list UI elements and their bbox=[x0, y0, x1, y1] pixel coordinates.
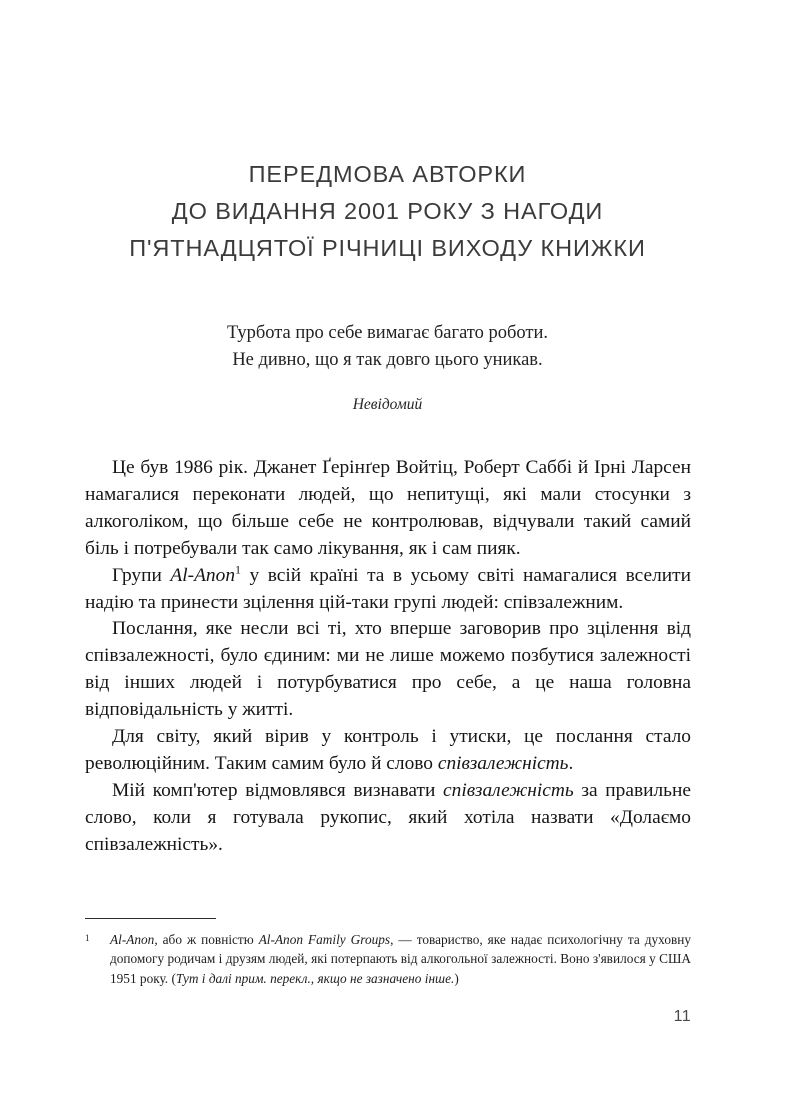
chapter-title bbox=[85, 156, 690, 267]
footnote bbox=[85, 930, 691, 988]
epigraph-line-2: Не дивно, що я так довго цього уникав. bbox=[232, 350, 543, 370]
footnote-marker: 1 bbox=[85, 933, 90, 943]
footnote-separator-rule bbox=[85, 918, 216, 919]
chapter-title-line-2: ДО ВИДАННЯ 2001 РОКУ З НАГОДИ bbox=[171, 197, 604, 224]
chapter-title-line-3: П'ЯТНАДЦЯТОЇ РІЧНИЦІ ВИХОДУ КНИЖКИ bbox=[129, 234, 646, 261]
body-paragraph: Це був 1986 рік. Джанет Ґерінґер Войтіц, Роберт Саббі й Ірні Ларсен намагалися переконати людей, що непитущі, які мали стосунки з алкоголіком, що більше себе не контролював, відчували такий самий біль і потребували так само лікування, як і сам пияк. bbox=[85, 457, 691, 559]
body-paragraph: Мій комп'ютер відмовлявся визнавати співзалежність за правильне слово, коли я готувала рукопис, який хотіла назвати «Долаємо співзалежність». bbox=[85, 779, 691, 855]
page-number: 11 bbox=[673, 1008, 691, 1025]
body-paragraph: Послання, яке несли всі ті, хто вперше заговорив про зцілення від співзалежності, було єдиним: ми не лише можемо позбутися залежності від інших людей і потурбуватися про себе, а це наша головна відповідальність у житті. bbox=[85, 618, 691, 721]
epigraph-line-1: Турбота про себе вимагає багато роботи. bbox=[226, 323, 549, 343]
body-text bbox=[85, 455, 691, 859]
footnote-row bbox=[85, 930, 691, 988]
epigraph bbox=[85, 320, 690, 418]
epigraph-attribution: Невідомий bbox=[352, 396, 423, 413]
footnote-reference: 1 bbox=[235, 562, 242, 577]
footnote-body: Al-Anon, або ж повністю Al-Anon Family Groups, — товариство, яке надає психологічну та духовну допомогу родичам і друзям людей, які потерпають від алкогольної залежності. Воно з'явилося у США 1951 року. (Тут і далі прим. перекл., якщо не зазначено інше.) bbox=[110, 932, 692, 986]
body-paragraph: Для світу, який вірив у контроль і утиски, це послання стало революційним. Таким самим було й слово співзалежність. bbox=[85, 726, 691, 774]
body-paragraph: Групи Al-Anon$^1$ у всій країні та в усьому світі намагалися вселити надію та принести зцілення цій-таки групі людей: співзалежним. bbox=[85, 562, 691, 613]
chapter-title-line-1: ПЕРЕДМОВА АВТОРКИ bbox=[248, 160, 527, 187]
